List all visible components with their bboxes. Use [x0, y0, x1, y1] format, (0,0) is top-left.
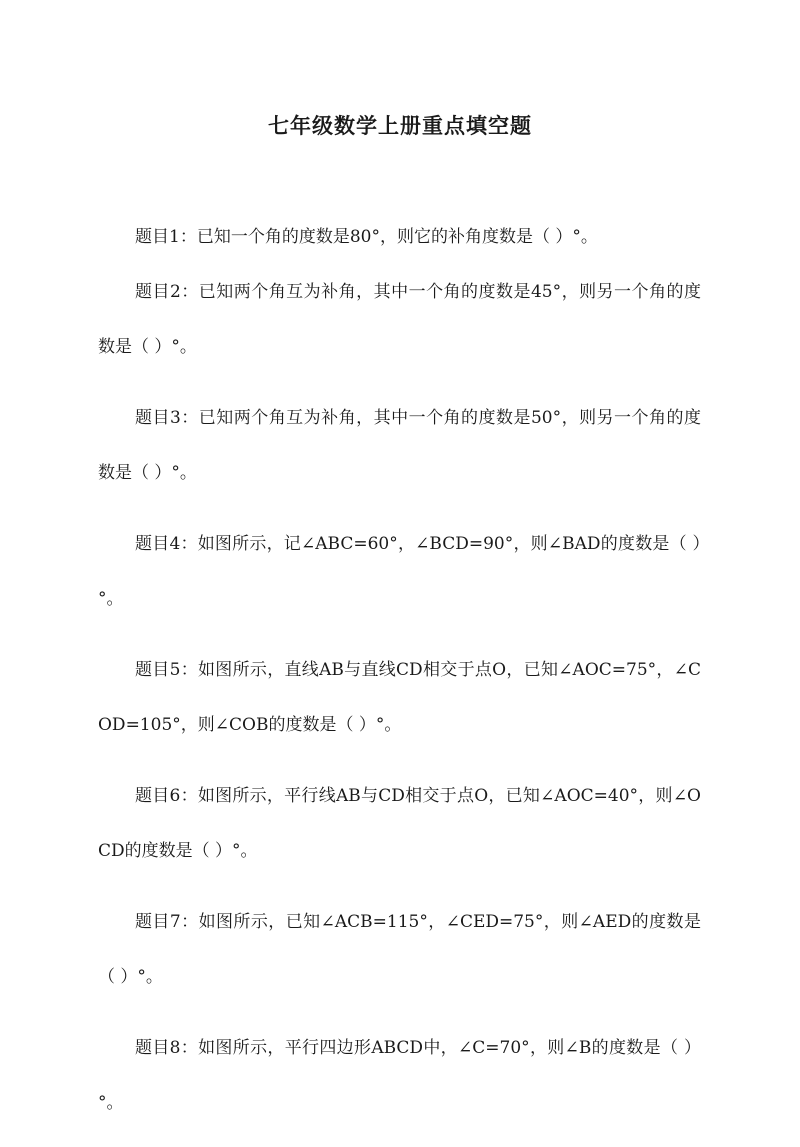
question-2: 题目2：已知两个角互为补角，其中一个角的度数是45°，则另一个角的度数是（ ）°。 — [98, 282, 701, 357]
question-6: 题目6：如图所示，平行线AB与CD相交于点O，已知∠AOC=40°，则∠OCD的度数是（ ）°。 — [98, 786, 701, 861]
document-title: 七年级数学上册重点填空题 — [268, 113, 532, 139]
question-list — [98, 210, 701, 1147]
question-3: 题目3：已知两个角互为补角，其中一个角的度数是50°，则另一个角的度数是（ ）°。 — [98, 408, 701, 483]
question-4: 题目4：如图所示，记∠ABC=60°，∠BCD=90°，则∠BAD的度数是（ ）°。 — [98, 534, 701, 609]
question-5: 题目5：如图所示，直线AB与直线CD相交于点O，已知∠AOC=75°，∠COD=105°，则∠COB的度数是（ ）°。 — [98, 660, 701, 735]
question-1: 题目1：已知一个角的度数是80°，则它的补角度数是（ ）°。 — [135, 227, 598, 247]
question-8: 题目8：如图所示，平行四边形ABCD中，∠C=70°，则∠B的度数是（ ）°。 — [98, 1038, 701, 1113]
question-7: 题目7：如图所示，已知∠ACB=115°，∠CED=75°，则∠AED的度数是（ ）°。 — [98, 912, 701, 987]
